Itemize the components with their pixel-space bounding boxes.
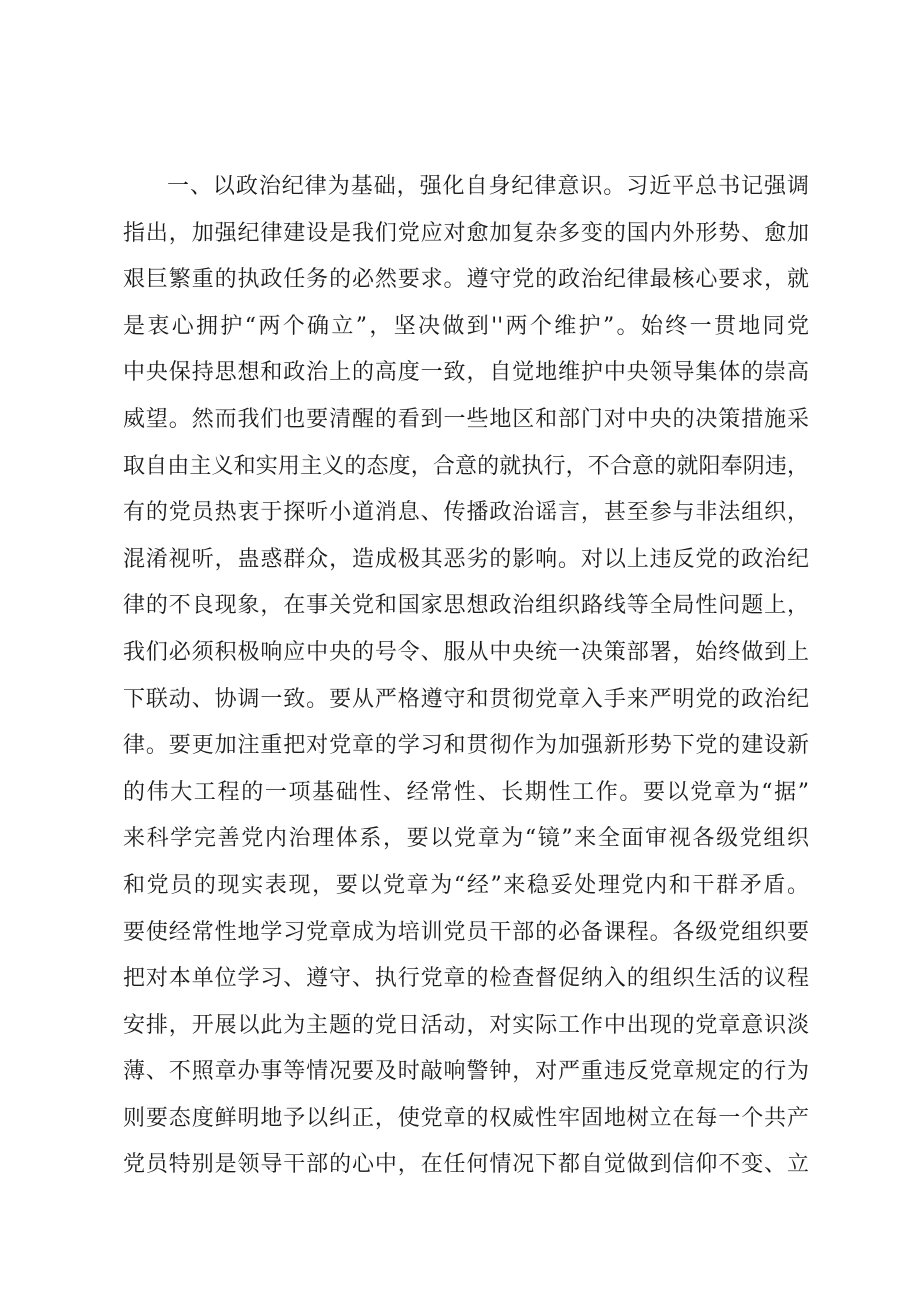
body-paragraph [123, 164, 809, 1189]
text-line-1: 一、以政治纪律为基础，强化自身纪律意识。习近平总书记强调 [167, 174, 809, 199]
text-line-15: 来科学完善党内治理体系，要以党章为“镜”来全面审视各级党组织 [123, 826, 809, 852]
text-line-8: 有的党员热衷于探听小道消息、传播政治谣言，甚至参与非法组织， [123, 500, 809, 526]
text-line-5: 中央保持思想和政治上的高度一致，自觉地维护中央领导集体的崇高 [123, 360, 809, 386]
text-line-22: 党员特别是领导干部的心中，在任何情况下都自觉做到信仰不变、立 [123, 1152, 809, 1178]
text-line-13: 律。要更加注重把对党章的学习和贯彻作为加强新形势下党的建设新 [123, 733, 809, 759]
text-line-16: 和党员的现实表现，要以党章为“经”来稳妥处理党内和干群矛盾。 [123, 872, 809, 898]
text-line-6: 威望。然而我们也要清醒的看到一些地区和部门对中央的决策措施采 [123, 406, 809, 432]
text-line-17: 要使经常性地学习党章成为培训党员干部的必备课程。各级党组织要 [123, 919, 809, 945]
text-line-9: 混淆视听，蛊惑群众，造成极其恶劣的影响。对以上违反党的政治纪 [123, 546, 809, 572]
text-line-10: 律的不良现象，在事关党和国家思想政治组织路线等全局性问题上， [123, 593, 809, 619]
text-line-4: 是衷心拥护“两个确立”，坚决做到''两个维护”。始终一贯地同党 [123, 313, 809, 339]
text-line-20: 薄、不照章办事等情况要及时敲响警钟，对严重违反党章规定的行为 [123, 1059, 809, 1085]
text-line-18: 把对本单位学习、遵守、执行党章的检查督促纳入的组织生活的议程 [123, 966, 809, 992]
text-line-2: 指出，加强纪律建设是我们党应对愈加复杂多变的国内外形势、愈加 [123, 220, 809, 246]
text-line-19: 安排，开展以此为主题的党日活动，对实际工作中出现的党章意识淡 [123, 1012, 809, 1038]
text-line-21: 则要态度鲜明地予以纠正，使党章的权威性牢固地树立在每一个共产 [123, 1105, 809, 1131]
text-line-11: 我们必须积极响应中央的号令、服从中央统一决策部署，始终做到上 [123, 639, 809, 665]
text-line-12: 下联动、协调一致。要从严格遵守和贯彻党章入手来严明党的政治纪 [123, 686, 809, 712]
text-line-3: 艰巨繁重的执政任务的必然要求。遵守党的政治纪律最核心要求，就 [123, 267, 809, 293]
text-line-7: 取自由主义和实用主义的态度，合意的就执行，不合意的就阳奉阴违， [123, 453, 809, 479]
text-line-14: 的伟大工程的一项基础性、经常性、长期性工作。要以党章为“据” [123, 779, 809, 805]
